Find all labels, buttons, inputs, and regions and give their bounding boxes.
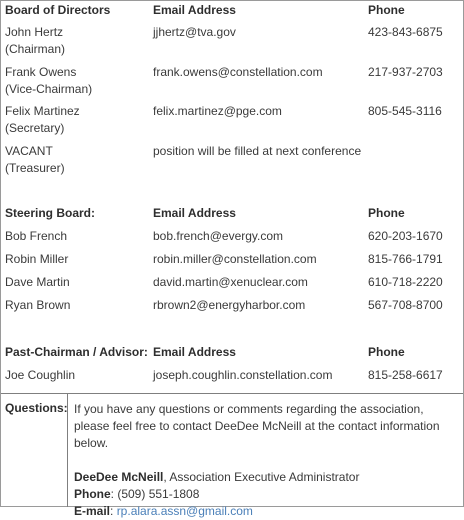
member-name: Robin Miller <box>5 252 69 266</box>
phone-label: Phone <box>74 487 111 501</box>
member-role: (Chairman) <box>5 42 66 56</box>
member-phone: 815-258-6617 <box>368 368 443 382</box>
steering-header-email: Email Address <box>153 206 236 220</box>
questions-label-cell <box>1 394 68 507</box>
member-role: (Secretary) <box>5 121 65 135</box>
questions-box <box>1 393 463 518</box>
past-header-email: Email Address <box>153 345 236 359</box>
email-line <box>74 503 454 520</box>
contact-title: , Association Executive Administrator <box>163 470 360 484</box>
board-header-email: Email Address <box>153 3 236 17</box>
board-header-name: Board of Directors <box>5 3 111 17</box>
member-phone: 423-843-6875 <box>368 25 443 39</box>
member-phone: 567-708-8700 <box>368 298 443 312</box>
member-name: Dave Martin <box>5 275 70 289</box>
member-email: joseph.coughlin.constellation.com <box>153 368 333 382</box>
member-role: (Vice-Chairman) <box>5 82 93 96</box>
member-email: jjhertz@tva.gov <box>153 25 236 39</box>
member-phone: 815-766-1791 <box>368 252 443 266</box>
member-email: frank.owens@constellation.com <box>153 65 323 79</box>
member-name: VACANT <box>5 144 53 158</box>
member-name: Frank Owens <box>5 65 77 79</box>
past-header-phone: Phone <box>368 345 405 359</box>
member-name: Felix Martinez <box>5 104 80 118</box>
member-name: John Hertz <box>5 25 64 39</box>
contact-email-link[interactable]: rp.alara.assn@gmail.com <box>116 504 253 518</box>
member-name: Joe Coughlin <box>5 368 76 382</box>
past-header-name: Past-Chairman / Advisor: <box>5 345 148 359</box>
member-email: david.martin@xenuclear.com <box>153 275 308 289</box>
member-name: Bob French <box>5 229 68 243</box>
steering-header-phone: Phone <box>368 206 405 220</box>
member-phone: 620-203-1670 <box>368 229 443 243</box>
contact-line <box>74 469 454 486</box>
member-phone: 217-937-2703 <box>368 65 443 79</box>
board-header-phone: Phone <box>368 3 405 17</box>
email-separator: : <box>110 504 117 518</box>
member-email: rbrown2@energyharbor.com <box>153 298 306 312</box>
member-email: felix.martinez@pge.com <box>153 104 282 118</box>
questions-body <box>74 401 454 520</box>
phone-value: : (509) 551-1808 <box>110 487 200 501</box>
phone-line <box>74 486 454 503</box>
member-role: (Treasurer) <box>5 161 65 175</box>
member-name: Ryan Brown <box>5 298 71 312</box>
member-phone: 610-718-2220 <box>368 275 443 289</box>
member-phone: 805-545-3116 <box>368 104 442 118</box>
steering-header-name: Steering Board: <box>5 206 96 220</box>
contact-name: DeeDee McNeill <box>74 470 164 484</box>
email-label: E-mail <box>74 504 111 518</box>
questions-text: If you have any questions or comments regarding the association, please feel free to contact DeeDee McNeill at the contact information below. <box>74 402 440 450</box>
member-email: robin.miller@constellation.com <box>153 252 317 266</box>
vacancy-note: position will be filled at next conference <box>153 144 362 158</box>
member-email: bob.french@evergy.com <box>153 229 284 243</box>
questions-label: Questions: <box>5 401 68 415</box>
